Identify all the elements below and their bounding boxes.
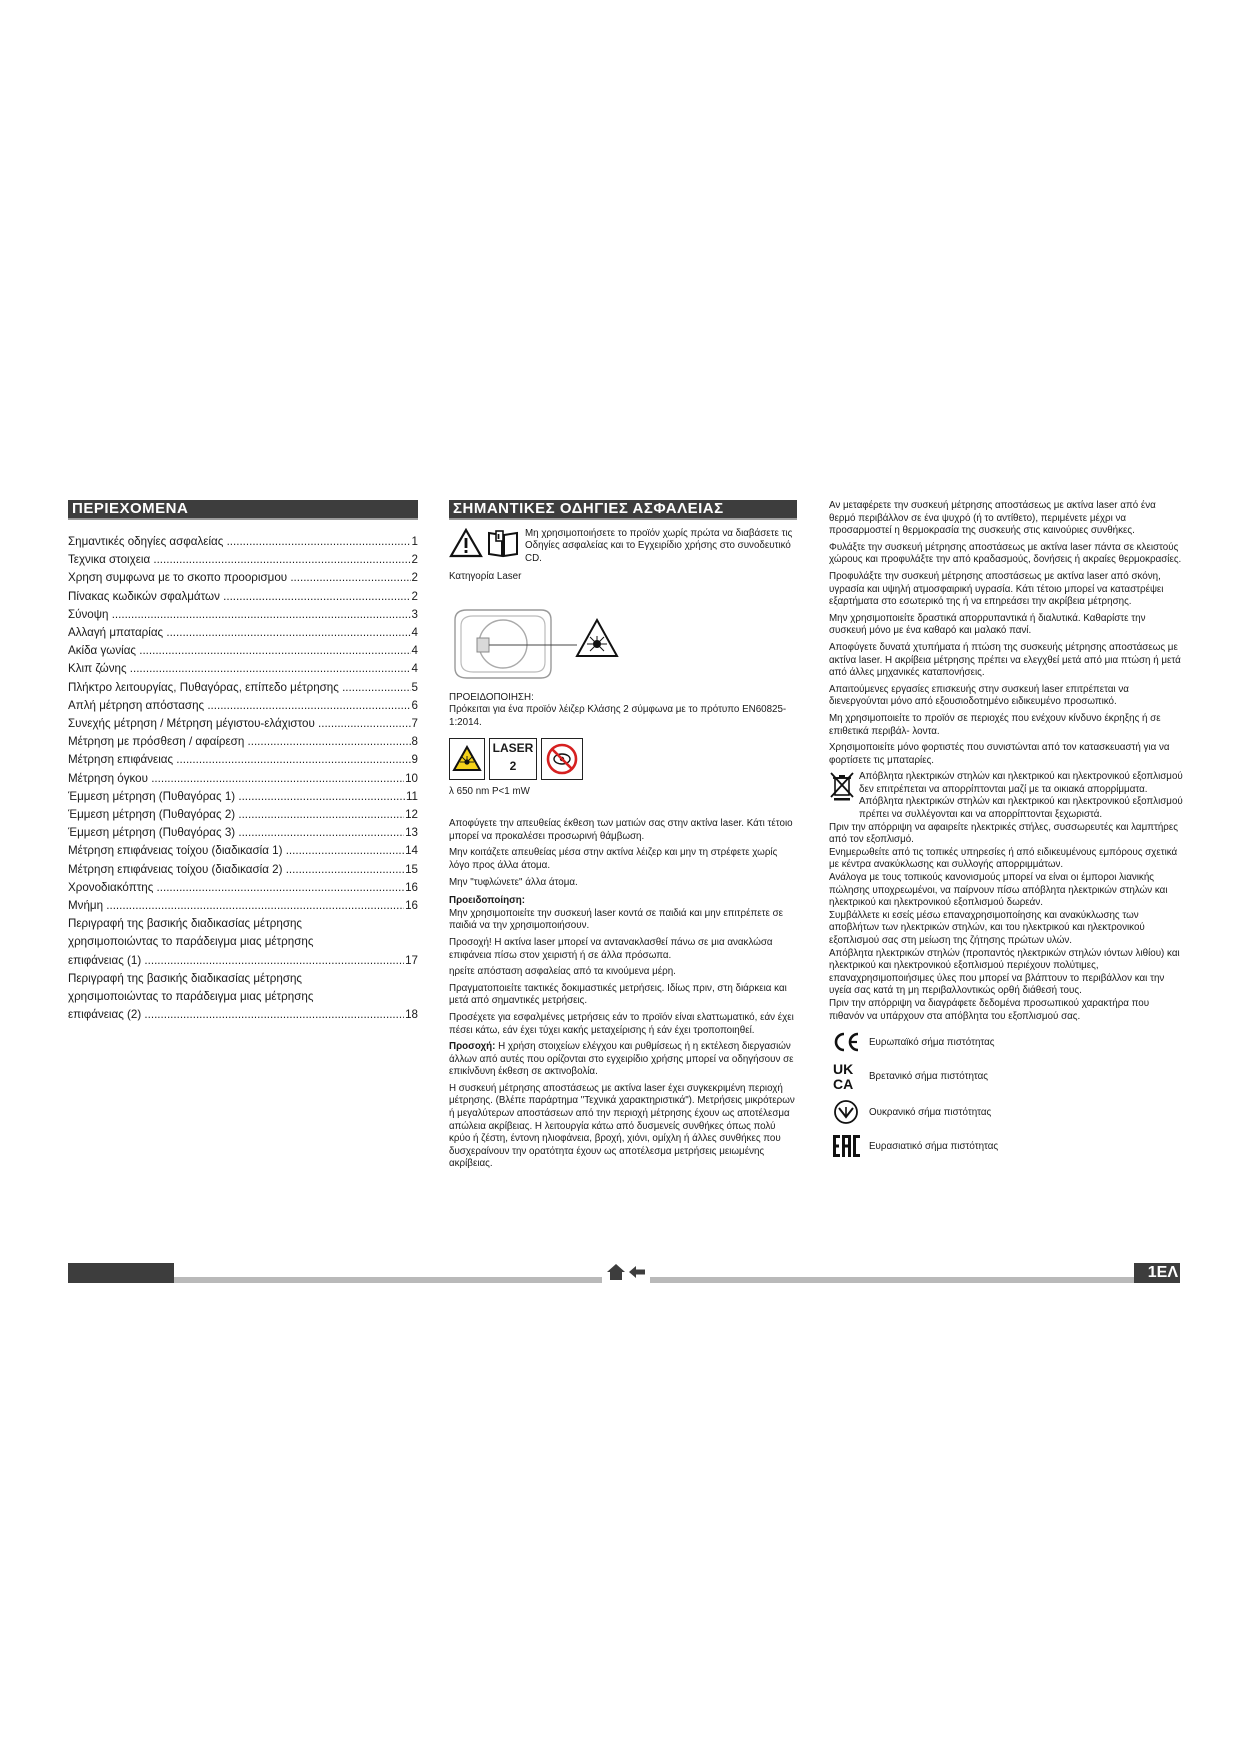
warning-triangle-icon	[449, 528, 483, 565]
toc-entry[interactable]	[68, 970, 418, 1025]
toc-entry-title-line: επιφάνειας (1) .....	[68, 952, 404, 970]
weee-text: Απόβλητα ηλεκτρικών στηλών και ηλεκτρικού και ηλεκτρονικού εξοπλισμού δεν επιτρέπεται να απορρίπτονται μαζί με τα οικιακά απορρίμματα. Απόβλητα ηλεκτρικών στηλών και ηλεκτρικού και ηλεκτρονικού εξοπλισμού πρέπει να συλλέγονται και να απορρίπτονται ξεχωριστά.	[859, 771, 1183, 821]
toc-entry-title: Μέτρηση επιφάνειας τοίχου (διαδικασία 2) .....	[68, 861, 404, 879]
toc-entry-page: 9	[411, 753, 418, 767]
toc-entry[interactable]	[68, 715, 418, 733]
ce-mark-icon	[829, 1031, 863, 1053]
ukca-mark-row	[829, 1061, 1184, 1091]
no-stare-icon	[541, 738, 583, 780]
toc-entry-title: Σημαντικές οδηγίες ασφαλείας .....	[68, 533, 411, 551]
toc-entry[interactable]	[68, 733, 418, 751]
laser-text: LASER	[492, 740, 534, 755]
ua-mark-icon	[829, 1099, 863, 1125]
col3-paragraph: Μην χρησιμοποιείτε δραστικά απορρυπαντικά ή διαλυτικά. Καθαρίστε την συσκευή μόνο με ένα καθαρό και μαλακό πανί.	[829, 612, 1146, 637]
toc-entry-title: Έμμεση μέτρηση (Πυθαγόρας 1) .....	[68, 788, 405, 806]
safety-paragraph: Η συσκευή μέτρησης αποστάσεως με ακτίνα laser έχει συγκεκριμένη περιοχή μέτρησης. (Βλέπε παράρτημα "Τεχνικά χαρακτηριστικά"). Μετρήσεις μικρότερων ή μεγαλύτερων αποστάσεων από την περιοχή μέτρησης έχουν ως αποτέλεσμα απώλεια ακρίβειας. Η λειτουργία κάτω από δυσμενείς συνθήκες όπως πολύ κρύο ή ζέστη, έντονη ηλιοφάνεια, βροχή, χιόνι, ομίχλη ή άλλες συνθήκες που δυσχεραίνουν την ορατότητα έχουν ως αποτέλεσμα μετρήσεις μειωμένης ακρίβειας.	[449, 1082, 795, 1170]
toc-column	[68, 500, 418, 1024]
caution-title: Προσοχή:	[449, 1041, 496, 1053]
toc-entry-page: 5	[411, 680, 418, 694]
toc-entry-page: 11	[405, 789, 418, 803]
toc-entry-title: Μνήμη .....	[68, 897, 404, 915]
toc-entry-page: 4	[411, 626, 418, 640]
col3-paragraph: Συμβάλλετε κι εσείς μέσω επαναχρησιμοποίησης και ανακύκλωσης των αποβλήτων των ηλεκτρικών στηλών, και του ηλεκτρικού και ηλεκτρονικού εξοπλισμού σας στη μείωση της ζήτησης πρώτων υλών.	[829, 909, 1145, 946]
svg-text:CA: CA	[833, 1076, 854, 1092]
laser-class-box	[489, 738, 537, 780]
page-number: 1ΕΛ	[1134, 1263, 1180, 1283]
col3-paragraph: Ανάλογα με τους τοπικούς κανονισμούς μπορεί να είναι οι έμποροι λιανικής πώλησης υποχρεωμένοι, να παίρνουν πίσω απόβλητα ηλεκτρικών στηλών και ηλεκτρικού και ηλεκτρονικού εξοπλισμού δωρεάν.	[829, 872, 1168, 909]
col3-paragraph: Πριν την απόρριψη να διαγράφετε δεδομένα προσωπικού χαρακτήρα που πιθανόν να υπάρχουν στα απόβλητα του εξοπλισμού σας.	[829, 997, 1150, 1022]
toc-entry-title: Έμμεση μέτρηση (Πυθαγόρας 2) .....	[68, 806, 404, 824]
col3-paragraph: Απαιτούμενες εργασίες επισκευής στην συσκευή laser επιτρέπεται να διενεργούνται μόνο από εξουσιοδοτημένο ειδικευμένο προσωπικό.	[829, 683, 1129, 708]
toc-entry[interactable]	[68, 606, 418, 624]
toc-entry-title: Χρηση συμφωνα με το σκοπο προορισμου .....	[68, 569, 411, 587]
toc-entry-page: 16	[405, 899, 418, 913]
maintenance-column	[829, 500, 1184, 1159]
toc-entry[interactable]	[68, 879, 418, 897]
toc-entry[interactable]	[68, 551, 418, 569]
toc-entry-title-line: επιφάνειας (2) .....	[68, 1006, 404, 1024]
toc-entry[interactable]	[68, 569, 418, 587]
laser-class-number: 2	[509, 758, 517, 773]
toc-entry[interactable]	[68, 751, 418, 769]
toc-entry-page: 14	[405, 844, 418, 858]
toc-entry-title: Μέτρηση όγκου .....	[68, 770, 404, 788]
manual-book-icon	[486, 528, 520, 565]
toc-entry-page: 10	[405, 771, 418, 785]
ce-mark-label: Ευρωπαϊκό σήμα πιστότητας	[869, 1036, 995, 1048]
toc-entry-title-line: Περιγραφή της βασικής διαδικασίας μέτρησης	[68, 917, 303, 931]
ukca-mark-label: Βρετανικό σήμα πιστότητας	[869, 1070, 989, 1082]
ua-mark-label: Ουκρανικό σήμα πιστότητας	[869, 1106, 992, 1118]
laser-hazard-icon	[449, 738, 485, 780]
toc-entry[interactable]	[68, 697, 418, 715]
home-back-nav[interactable]	[602, 1263, 650, 1285]
toc-entry[interactable]	[68, 770, 418, 788]
col3-paragraph: Προφυλάξτε την συσκευή μέτρησης αποστάσεως με ακτίνα laser από σκόνη, υγρασία και υψηλή ατμοσφαιρική υγρασία. Κάτι τέτοιο μπορεί να καταστρέψει εξαρτήματα στο εσωτερικό της ή να επηρεάσει την ακρίβεια μέτρησης.	[829, 570, 1164, 608]
toc-entry-title: Ακίδα γωνίας .....	[68, 642, 411, 660]
safety-paragraph: Μην "τυφλώνετε" άλλα άτομα.	[449, 876, 578, 888]
toc-entry-title: Συνεχής μέτρηση / Μέτρηση μέγιστου-ελάχιστου .....	[68, 715, 411, 733]
toc-entry-page: 18	[405, 1008, 418, 1022]
toc-entry[interactable]	[68, 588, 418, 606]
laser-spec: λ 650 nm P<1 mW	[449, 785, 530, 797]
col3-paragraph: Αποφύγετε δυνατά χτυπήματα ή πτώση της συσκευής μέτρησης αποστάσεως με ακτίνα laser. Η ακρίβεια μέτρησης πρέπει να ελεγχθεί μετά από μια πτώση ή μετά από άλλες μηχανικές καταπονήσεις.	[829, 641, 1181, 679]
toc-entry-page: 8	[411, 735, 418, 749]
toc-entry-page: 4	[411, 662, 418, 676]
safety-paragraph: Μην κοιτάζετε απευθείας μέσα στην ακτίνα λέιζερ και μην τη στρέφετε χωρίς λόγο προς άλλα άτομα.	[449, 847, 778, 871]
back-arrow-icon[interactable]	[628, 1265, 646, 1284]
toc-entry-title: Αλλαγή μπαταρίας .....	[68, 624, 411, 642]
safety-paragraph: Αποφύγετε την απευθείας έκθεση των ματιών σας στην ακτίνα laser. Κάτι τέτοιο μπορεί να προκαλέσει προσωρινή θάμβωση.	[449, 818, 793, 842]
toc-entry[interactable]	[68, 915, 418, 970]
toc-entry-title: Μέτρηση με πρόσθεση / αφαίρεση .....	[68, 733, 411, 751]
toc-entry-page: 2	[411, 571, 418, 585]
safety-header: ΣΗΜΑΝΤΙΚΕΣ ΟΔΗΓΙΕΣ ΑΣΦΑΛΕΙΑΣ	[449, 500, 797, 520]
toc-entry-page: 1	[411, 535, 418, 548]
toc-header: ΠΕΡΙΕΧΟΜΕΝΑ	[68, 500, 418, 520]
crossed-bin-icon	[829, 771, 859, 821]
toc-entry-page: 7	[411, 717, 418, 731]
caution-text: Η χρήση στοιχείων ελέγχου και ρυθμίσεως ή η εκτέλεση διεργασιών άλλων από αυτές που ορίζονται στο εγχειρίδιο χρήσης μπορεί να οδηγήσουν σε επικίνδυνη έκθεση σε ακτινοβολία.	[449, 1041, 794, 1078]
toc-entry-page: 2	[411, 553, 418, 567]
toc-entry[interactable]	[68, 533, 418, 551]
safety-column	[449, 500, 797, 1171]
read-manual-notice	[449, 528, 797, 565]
col3-paragraph: Πριν την απόρριψη να αφαιρείτε ηλεκτρικές στήλες, συσσωρευτές και λαμπτήρες από τον εξοπλισμό.	[829, 821, 1178, 846]
safety-paragraph: Προσέχετε για εσφαλμένες μετρήσεις εάν το προϊόν είναι ελαττωματικό, εάν έχει πέσει κάτω, εάν έχει τύχει κακής μεταχείρισης ή εάν έχει τροποποιηθεί.	[449, 1011, 794, 1036]
weee-notice	[829, 771, 1184, 821]
toc-entry-page: 3	[411, 607, 418, 621]
toc-entry-title: Πλήκτρο λειτουργίας, Πυθαγόρας, επίπεδο μέτρησης .....	[68, 679, 411, 697]
toc-entry-title: Πίνακας κωδικών σφαλμάτων .....	[68, 588, 411, 606]
svg-text:UK: UK	[833, 1061, 854, 1078]
toc-entry-page: 15	[405, 862, 418, 876]
toc-entry-page: 6	[411, 698, 418, 712]
home-icon[interactable]	[606, 1263, 626, 1286]
safety-paragraph: Μην χρησιμοποιείτε την συσκευή laser κοντά σε παιδιά και μην επιτρέπετε σε παιδιά να την χρησιμοποιήσουν.	[449, 907, 783, 932]
warning-caption: ΠΡΟΕΙΔΟΠΟΙΗΣΗ:	[449, 691, 534, 703]
ukca-mark-icon	[829, 1061, 863, 1091]
toc-entry-title: Έμμεση μέτρηση (Πυθαγόρας 3) .....	[68, 824, 404, 842]
safety-paragraph: Πραγματοποιείτε τακτικές δοκιμαστικές μετρήσεις. Ιδίως πριν, στη διάρκεια και μετά από σημαντικές μετρήσεις.	[449, 982, 787, 1007]
safety-paragraph: ηρείτε απόσταση ασφαλείας από τα κινούμενα μέρη.	[449, 966, 676, 978]
safety-paragraph: Προσοχή! Η ακτίνα laser μπορεί να αντανακλασθεί πάνω σε μια ανακλώσα επιφάνεια πίσω στον χειριστή ή σε άλλα πρόσωπα.	[449, 936, 773, 961]
ua-mark-row	[829, 1099, 1184, 1125]
toc-entry[interactable]	[68, 861, 418, 879]
footer-bar-left	[68, 1263, 174, 1283]
eac-mark-label: Ευρασιατικό σήμα πιστότητας	[869, 1140, 999, 1152]
toc-entry[interactable]	[68, 642, 418, 660]
toc-entry-page: 16	[405, 880, 418, 894]
toc-entry-page: 17	[405, 953, 418, 967]
toc-entry[interactable]	[68, 897, 418, 915]
toc-entry-title-line: χρησιμοποιώντας το παράδειγμα μιας μέτρησης	[68, 935, 314, 949]
toc-entry-page: 4	[411, 644, 418, 658]
toc-entry-page: 2	[411, 589, 418, 603]
toc-entry-title-line: Περιγραφή της βασικής διαδικασίας μέτρησης	[68, 971, 303, 985]
laser-class-label	[449, 738, 797, 780]
toc-entry-title: Μέτρηση επιφάνειας τοίχου (διαδικασία 1) .....	[68, 842, 404, 860]
toc-entry[interactable]	[68, 806, 418, 824]
col3-paragraph: Φυλάξτε την συσκευή μέτρησης αποστάσεως με ακτίνα laser πάντα σε κλειστούς χώρους και προφυλάξτε την από κραδασμούς, δονήσεις ή ακραίες θερμοκρασίες.	[829, 541, 1182, 566]
toc-entry[interactable]	[68, 824, 418, 842]
toc-entry-page: 13	[405, 826, 418, 840]
toc-entry[interactable]	[68, 624, 418, 642]
caution-paragraph	[449, 1041, 797, 1079]
col3-paragraph: Αν μεταφέρετε την συσκευή μέτρησης αποστάσεως με ακτίνα laser από ένα θερμό περιβάλλον σε ένα ψυχρό (ή το αντίθετο), περιμένετε μέχρι να προσαρμοστεί η θερμοκρασία της συσκευής στις καινούριες συνθήκες.	[829, 500, 1156, 537]
toc-entry[interactable]	[68, 660, 418, 678]
toc-list	[68, 533, 418, 1024]
page-footer	[68, 1263, 1180, 1285]
toc-entry-title: Σύνοψη .....	[68, 606, 411, 624]
eac-mark-row	[829, 1133, 1184, 1159]
toc-entry-title: Χρονοδιακόπτης .....	[68, 879, 404, 897]
toc-entry-title: Απλή μέτρηση απόστασης .....	[68, 697, 411, 715]
col3-paragraph: Χρησιμοποιείτε μόνο φορτιστές που συνιστώνται από τον κατασκευαστή για να φορτίσετε τις μπαταρίες.	[829, 742, 1170, 766]
col3-paragraph: Απόβλητα ηλεκτρικών στηλών (προπαντός ηλεκτρικών στηλών ιόντων λιθίου) και ηλεκτρικού και ηλεκτρονικού εξοπλισμού περιέχουν πολύτιμες, επαναχρησιμοποιήσιμες ύλες που μπορεί να βλάπτουν το περιβάλλον και την υγεία σας κατά τη μη περιβαλλοντικώς ορθή διάθεσή τους.	[829, 947, 1180, 997]
toc-entry-page: 12	[405, 808, 418, 822]
col3-paragraph: Μη χρησιμοποιείτε το προϊόν σε περιοχές που ενέχουν κίνδυνο έκρηξης ή σε επιθετικά περιβάλ- λοντα.	[829, 712, 1161, 737]
read-manual-text: Μη χρησιμοποιήσετε το προϊόν χωρίς πρώτα να διαβάσετε τις Οδηγίες ασφαλείας και το Εγχειρίδιο χρήσης στο συνοδευτικό CD.	[525, 528, 793, 564]
toc-entry-title-line: χρησιμοποιώντας το παράδειγμα μιας μέτρησης	[68, 990, 314, 1004]
toc-entry[interactable]	[68, 842, 418, 860]
eac-mark-icon	[829, 1133, 863, 1159]
col3-paragraph: Ενημερωθείτε από τις τοπικές υπηρεσίες ή από ειδικευμένους εμπόρους σχετικά με κέντρα ανακύκλωσης και συλλογής απορριμμάτων.	[829, 846, 1178, 871]
toc-entry[interactable]	[68, 679, 418, 697]
toc-entry-title: Τεχνικα στοιχεια .....	[68, 551, 411, 569]
warning-class-text: Πρόκειται για ένα προϊόν λέιζερ Κλάσης 2 σύμφωνα με το πρότυπο EN60825-1:2014.	[449, 704, 787, 728]
toc-entry-title: Κλιπ ζώνης .....	[68, 660, 411, 678]
toc-entry[interactable]	[68, 788, 418, 806]
laser-category-label: Κατηγορία Laser	[449, 571, 522, 583]
device-laser-diagram	[449, 598, 649, 688]
warning-title: Προειδοποίηση:	[449, 895, 526, 907]
ce-mark-row	[829, 1031, 1184, 1053]
toc-entry-title: Μέτρηση επιφάνειας .....	[68, 751, 411, 769]
footer-rule	[174, 1277, 1140, 1283]
